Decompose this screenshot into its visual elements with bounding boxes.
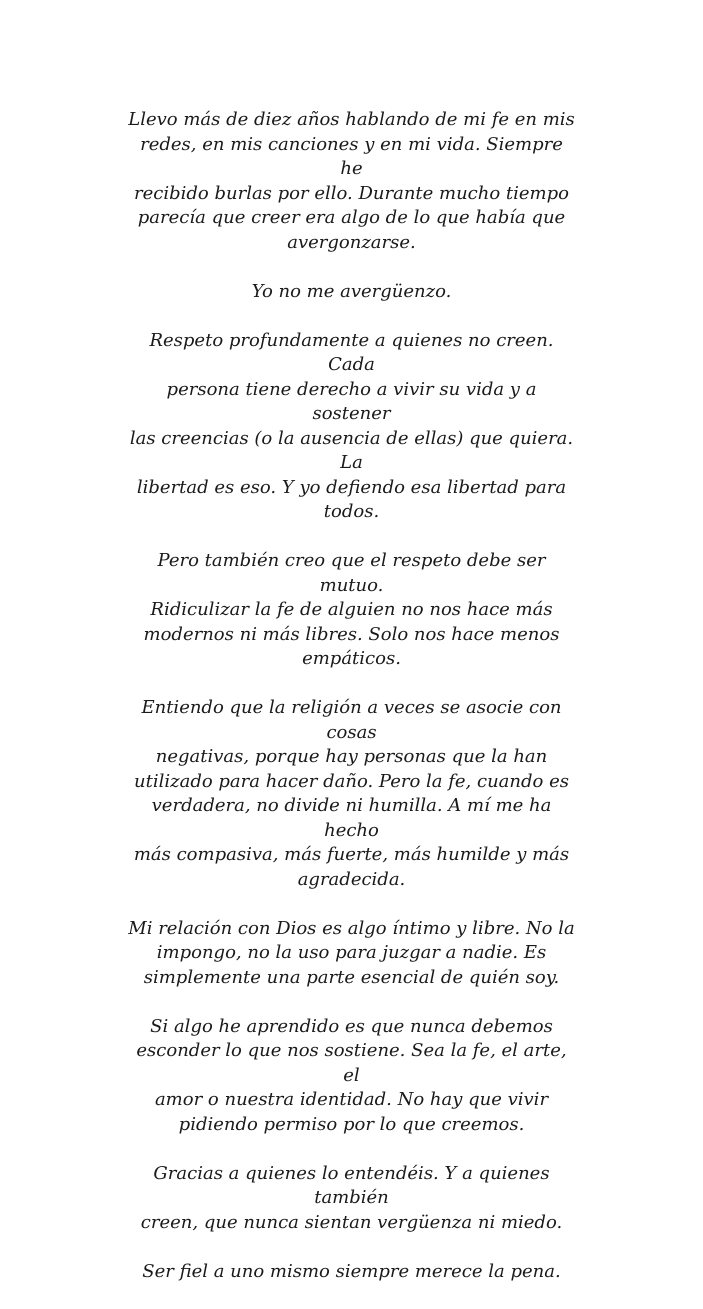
paragraph-intro: Llevo más de diez años hablando de mi fe en mis redes, en mis canciones y en mi vida. Siempre he recibido burlas por ello. Durante mucho tiempo parecía que creer era algo de lo que había que avergonzarse.	[128, 109, 575, 253]
paragraph-closing: Ser fiel a uno mismo siempre merece la pena.	[142, 1260, 561, 1282]
statement-text	[0, 108, 703, 1309]
paragraph-religion: Entiendo que la religión a veces se asocie con cosas negativas, porque hay personas que la han utilizado para hacer daño. Pero la fe, cuando es verdadera, no divide ni humilla. A mí me ha hecho más compasiva, más fuerte, más humilde y más agradecida.	[133, 697, 570, 890]
paragraph-respect: Respeto profundamente a quienes no creen. Cada persona tiene derecho a vivir su vida y a sostener las creencias (o la ausencia de ellas) que quiera. La libertad es eso. Y yo defiendo esa libertad para todos.	[129, 329, 574, 522]
paragraph-lesson: Si algo he aprendido es que nunca debemos esconder lo que nos sostiene. Sea la fe, el arte, el amor o nuestra identidad. No hay que vivir pidiendo permiso por lo que creemos.	[136, 1015, 567, 1135]
paragraph-not-ashamed: Yo no me avergüenzo.	[251, 280, 452, 302]
paragraph-relationship-god: Mi relación con Dios es algo íntimo y libre. No la impongo, no la uso para juzgar a nadie. Es simplemente una parte esencial de quién soy.	[128, 917, 575, 988]
paragraph-thanks: Gracias a quienes lo entendéis. Y a quienes también creen, que nunca sientan vergüenza ni miedo.	[140, 1162, 563, 1233]
paragraph-mutual-respect: Pero también creo que el respeto debe ser mutuo. Ridiculizar la fe de alguien no nos hace más modernos ni más libres. Solo nos hace menos empáticos.	[143, 550, 560, 669]
